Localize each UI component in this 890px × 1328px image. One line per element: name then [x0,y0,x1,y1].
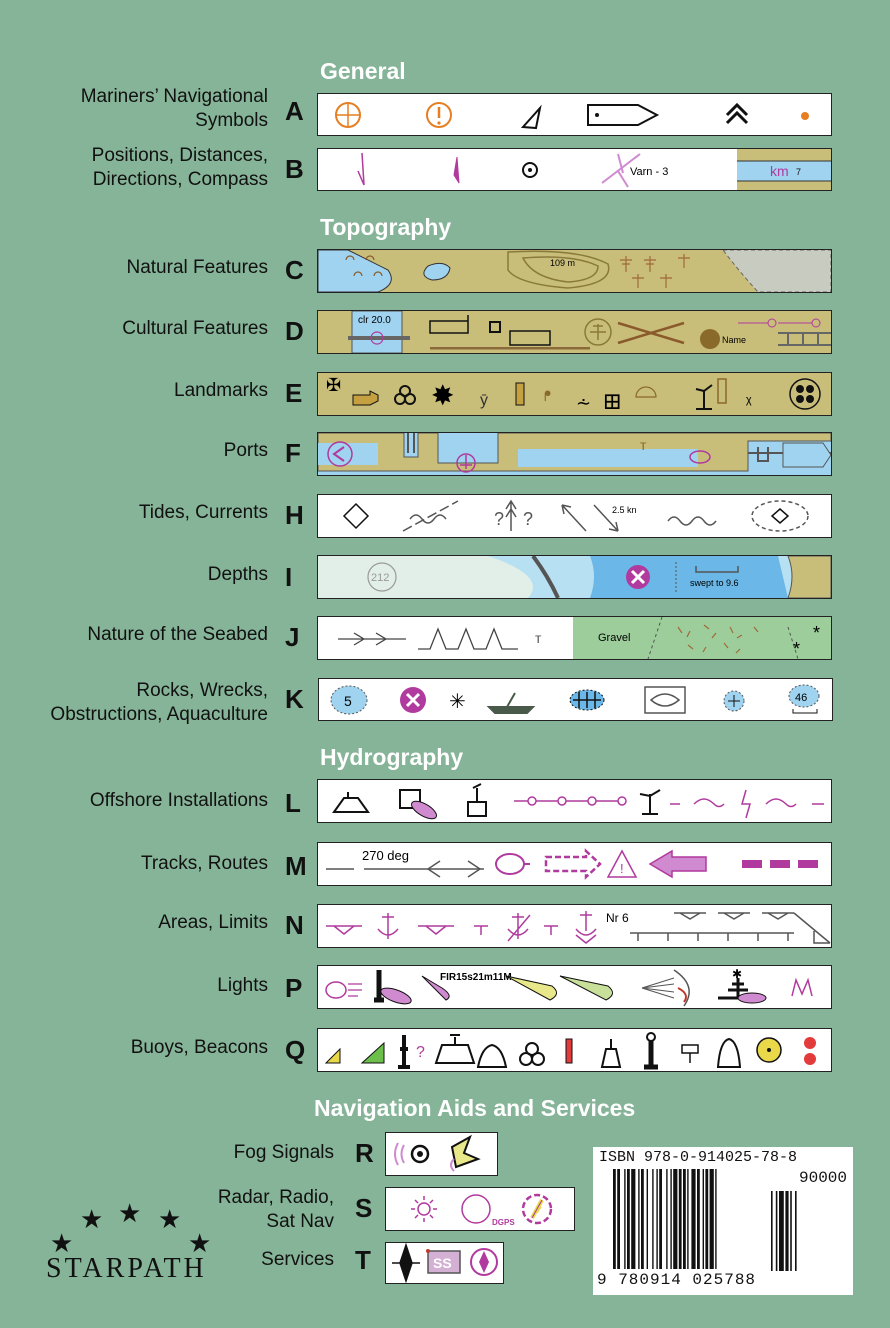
letter-i: I [285,562,293,592]
magnetic-north-icon [454,157,459,183]
label-h: Tides, Currents [138,502,268,523]
price-code-text: 90000 [798,1169,847,1187]
dgps-text: DGPS [492,1218,515,1227]
strip-k [318,678,833,721]
contour-depth-text: 109 m [550,258,576,268]
strip-m [317,842,832,886]
clearance-text: clr 20.0 [358,315,391,326]
label-n: Areas, Limits [158,912,268,933]
svg-text:ȳ: ȳ [480,392,488,409]
letter-k: K [285,684,304,714]
section-hydrography: Hydrography [320,744,464,770]
svg-text:?: ? [416,1044,425,1061]
section-topography: Topography [320,214,452,240]
svg-text:ᴛ: ᴛ [535,630,542,646]
strip-i [317,555,832,599]
named-feature-icon [700,329,720,349]
tide-diamond-icon [344,504,368,528]
bell-icon [718,1039,740,1067]
buoy-yellow-icon [326,1049,340,1063]
wind-arrow-icon [523,108,540,128]
svg-text:⩪: ⩪ [576,393,592,413]
light-vessel-icon [436,1035,474,1063]
wreck-hull-icon [489,693,533,713]
svg-text:★: ★ [158,1205,182,1235]
label-p: Lights [217,975,268,996]
trees-icon [620,254,690,288]
sand-waves-icon [338,633,406,645]
letter-b: B [285,154,304,184]
wind-turbine-icon [640,790,660,814]
ss-text: SS [433,1255,452,1271]
strip-e [317,372,832,416]
svg-text:?: ? [523,509,534,529]
seven-text: 7 [796,167,802,177]
svg-text:?: ? [494,509,505,529]
name-text: Name [722,335,747,345]
letter-p: P [285,973,303,1003]
label-t: Services [261,1249,334,1270]
ean-text: 9 780914 025788 [597,1271,757,1289]
label-q: Buoys, Beacons [130,1037,268,1058]
letter-s: S [355,1193,373,1223]
box-s [385,1187,575,1231]
svg-text:!: ! [620,861,624,876]
label-b: Positions, Distances, Directions, Compass [91,145,268,190]
letter-t: T [355,1245,371,1275]
light-characteristic-text: FIR15s21m11M [440,972,512,983]
letter-n: N [285,910,304,940]
strip-h [317,494,832,538]
label-j: Nature of the Seabed [87,624,268,645]
label-m: Tracks, Routes [140,853,268,874]
chimney-icon [516,383,524,405]
swept-text: swept to 9.6 [690,578,739,588]
letter-d: D [285,316,304,346]
compass-diamond-icon [392,1245,420,1281]
strip-l [317,779,832,823]
cross-icon: ✠ [326,375,342,395]
rock-depth-text: 5 [344,693,352,709]
tanks-circle-icon [790,379,820,409]
letter-l: L [285,788,301,818]
letter-m: M [285,851,307,881]
label-l: Offshore Installations [89,790,268,811]
label-s: Radar, Radio, Sat Nav [217,1187,334,1232]
svg-text:★: ★ [118,1199,142,1229]
anchorage-icon [378,913,398,939]
svg-text:ᴛ: ᴛ [640,437,647,453]
shoreline-icon [318,250,391,292]
tanks-icon [395,386,415,404]
radio-station-icon [462,1195,490,1223]
letter-q: Q [285,1035,306,1065]
traffic-lane-icon [546,851,600,877]
svg-text:★: ★ [50,1229,74,1256]
label-k: Rocks, Wrecks, Obstructions, Aquaculture [50,680,268,725]
gravel-text: Gravel [598,632,631,644]
strip-d [317,310,832,354]
logo-wordmark: STARPATH [46,1253,207,1284]
barcode [593,1147,853,1295]
letter-h: H [285,500,304,530]
label-e: Landmarks [174,380,268,401]
label-a: Mariners’ Navigational Symbols [80,86,268,131]
letter-f: F [285,438,301,468]
light-flare-icon [326,982,346,998]
strip-c [317,249,832,293]
section-nav-aids: Navigation Aids and Services [314,1095,636,1121]
box-r [385,1132,498,1176]
fog-signal-icon [395,1143,404,1165]
direction-arrow-icon [650,851,706,877]
label-f: Ports [223,440,268,461]
varn-text: Varn - 3 [630,166,669,178]
area-number-text: Nr 6 [606,911,629,925]
svg-text:*: * [793,639,801,659]
letter-c: C [285,255,304,285]
svg-text:★: ★ [80,1205,104,1235]
light-star-icon: ✸ [431,380,455,411]
label-d: Cultural Features [122,318,268,339]
logo-stars-icon [44,1196,224,1256]
orange-dot-icon [801,112,809,120]
letter-j: J [285,622,300,652]
strip-n [317,904,832,948]
strip-f [317,432,832,476]
strip-b [317,148,832,191]
no-anchoring-icon [508,913,530,941]
strip-j [317,616,832,660]
letter-a: A [285,96,304,126]
well-icon [468,784,486,816]
strip-p [317,965,832,1009]
strip-a [317,93,832,136]
km-text: km [770,163,789,179]
isbn-text: ISBN 978-0-914025-78-8 [599,1149,798,1166]
strip-q [317,1028,832,1072]
svg-text:ᖰ: ᖰ [544,388,552,404]
label-r: Fog Signals [233,1142,334,1163]
svg-text:ᵡ: ᵡ [746,394,752,411]
recommended-track-icon [496,854,524,874]
svg-text:✱: ✱ [732,967,743,981]
svg-text:✳: ✳ [449,691,466,713]
svg-text:𐌎: 𐌎 [603,392,622,414]
windmill-icon [696,385,712,409]
true-north-icon [358,153,364,185]
track-bearing-text: 270 deg [362,848,409,863]
current-speed-text: 2.5 kn [612,505,637,515]
letter-r: R [355,1138,374,1168]
label-i: Depths [207,564,268,585]
svg-text:*: * [813,623,821,643]
flood-current-icon [506,501,516,531]
radar-icon [418,1203,430,1215]
label-c: Natural Features [126,257,268,278]
obstruction-depth-text: 46 [795,692,808,704]
lake-icon [424,263,450,280]
box-t [385,1242,504,1284]
svg-text:★: ★ [188,1229,212,1256]
section-general: General [320,58,406,84]
depth-text: 212 [371,572,390,584]
platform-icon [334,792,368,812]
letter-e: E [285,378,303,408]
